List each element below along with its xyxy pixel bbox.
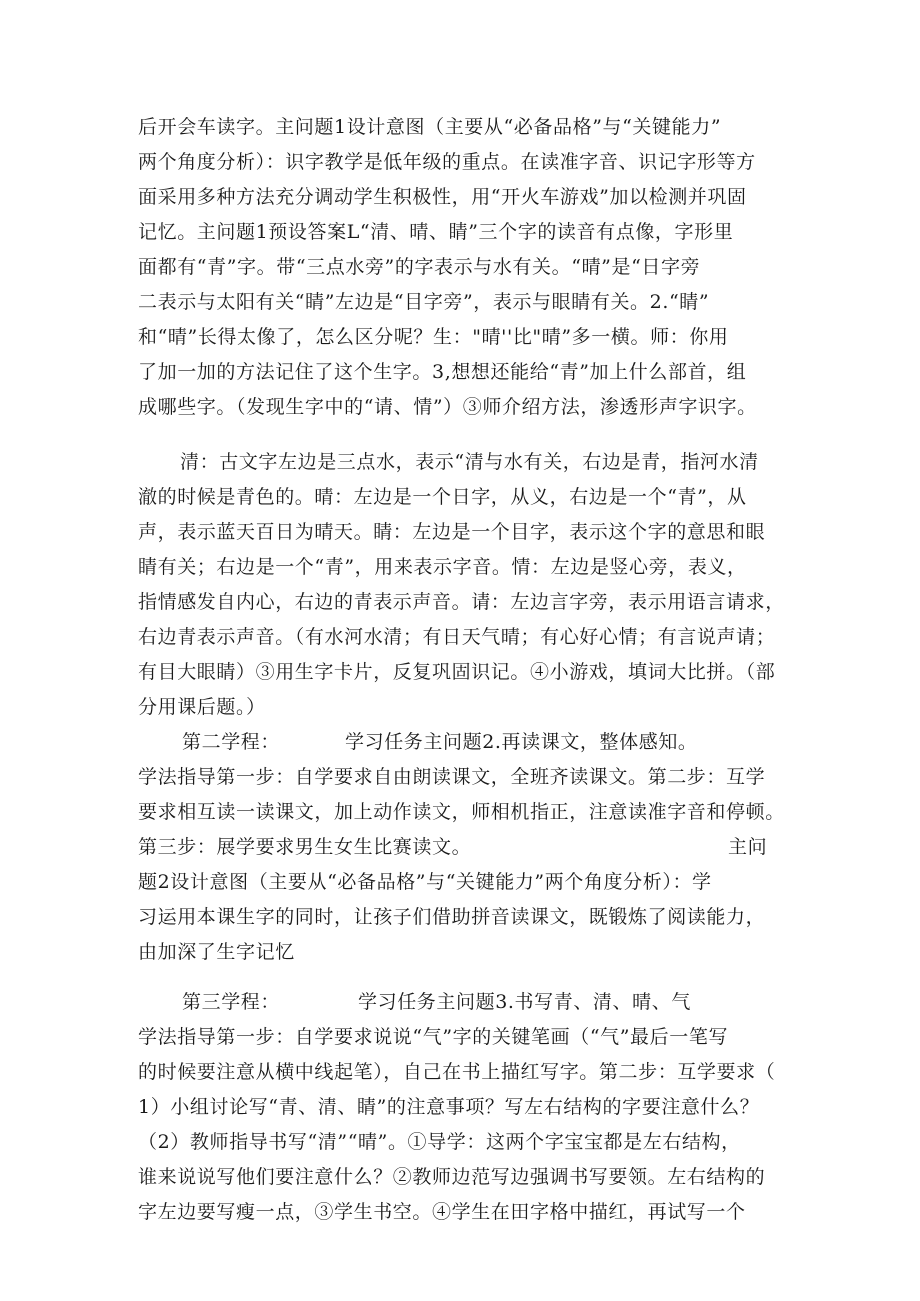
text-line: 和“晴”长得太像了，怎么区分呢？生："晴''比"晴”多一横。师：你用	[138, 326, 729, 348]
text-line: 指情感发自内心，右边的青表示声音。请：左边言字旁，表示用语言请求，	[138, 591, 785, 613]
text-line: 分用课后题。）	[138, 696, 266, 718]
text-line: 要求相互读一读课文，加上动作读文，师相机指正，注意读准字音和停顿。	[138, 801, 785, 823]
text-line: （2）教师指导书写“清”“晴”。①导学：这两个字宝宝都是左右结构，	[138, 1131, 741, 1153]
text-line: 学法指导第一步：自学要求说说“气”字的关键笔画（“气”最后一笔写	[138, 1026, 729, 1048]
section-label-third: 第三学程：	[182, 991, 281, 1013]
text-line: 字左边要写瘦一点，③学生书空。④学生在田字格中描红，再试写一个	[138, 1201, 746, 1223]
text-line: 清：古文字左边是三点水，表示“清与水有关，右边是青，指河水清	[180, 451, 759, 473]
text-line: 记忆。主问题1预设答案L“清、晴、睛”三个字的读音有点像，字形里	[138, 221, 734, 243]
text-line: 面都有“青”字。带“三点水旁”的字表示与水有关。“晴”是“日字旁	[138, 256, 701, 278]
section-label-second: 第二学程：	[182, 731, 281, 753]
text-line: 1）小组讨论写“青、清、睛”的注意事项？写左右结构的字要注意什么？	[138, 1096, 760, 1118]
text-line: 主问	[728, 836, 768, 858]
section-task-second: 学习任务主问题2.再读课文，整体感知。	[345, 731, 698, 753]
text-line: 谁来说说写他们要注意什么？②教师边范写边强调书写要领。左右结构的	[138, 1166, 766, 1188]
text-line: 题2设计意图（主要从“必备品格”与“关键能力”两个角度分析）：学	[138, 871, 712, 893]
section-task-third: 学习任务主问题3.书写青、清、晴、气	[358, 991, 691, 1013]
text-line: 面采用多种方法充分调动学生积极性，用“开火车游戏”加以检测并巩固	[138, 186, 747, 208]
text-line: 由加深了生字记忆	[138, 941, 295, 963]
text-line: 学法指导第一步：自学要求自由朗读课文，全班齐读课文。第二步：互学	[138, 766, 766, 788]
text-line: 二表示与太阳有关“睛”左边是“目字旁”，表示与眼睛有关。2.“睛”	[138, 291, 710, 313]
text-line: 睛有关；右边是一个“青”，用来表示字音。情：左边是竖心旁，表义，	[138, 556, 747, 578]
text-line: 后开会车读字。主问题1设计意图（主要从“必备品格”与“关键能力”	[138, 116, 722, 138]
text-line: 习运用本课生字的同时，让孩子们借助拼音读课文，既锻炼了阅读能力，	[138, 906, 766, 928]
text-line: 澈的时候是青色的。晴：左边是一个日字，从义，右边是一个“青”，从	[138, 486, 747, 508]
text-line: 两个角度分析）：识字教学是低年级的重点。在读准字音、识记字形等方	[138, 151, 756, 173]
text-line: 了加一加的方法记住了这个生字。3,想想还能给“青”加上什么部首，组	[138, 361, 747, 383]
text-line: 第三步：展学要求男生女生比赛读文。	[138, 836, 472, 858]
text-line: 声，表示蓝天百日为晴天。睛：左边是一个目字，表示这个字的意思和眼	[138, 521, 766, 543]
text-line: 成哪些字。（发现生字中的“请、情”）③师介绍方法，渗透形声字识字。	[138, 396, 757, 418]
text-line: 有目大眼睛）③用生字卡片，反复巩固识记。④小游戏，填词大比拼。（部	[138, 661, 776, 683]
text-line: 右边青表示声音。（有水河水清；有日天气晴；有心好心情；有言说声请；	[138, 626, 776, 648]
text-line: 的时候要注意从横中线起笔），自己在书上描红写字。第二步：互学要求（	[138, 1061, 776, 1083]
